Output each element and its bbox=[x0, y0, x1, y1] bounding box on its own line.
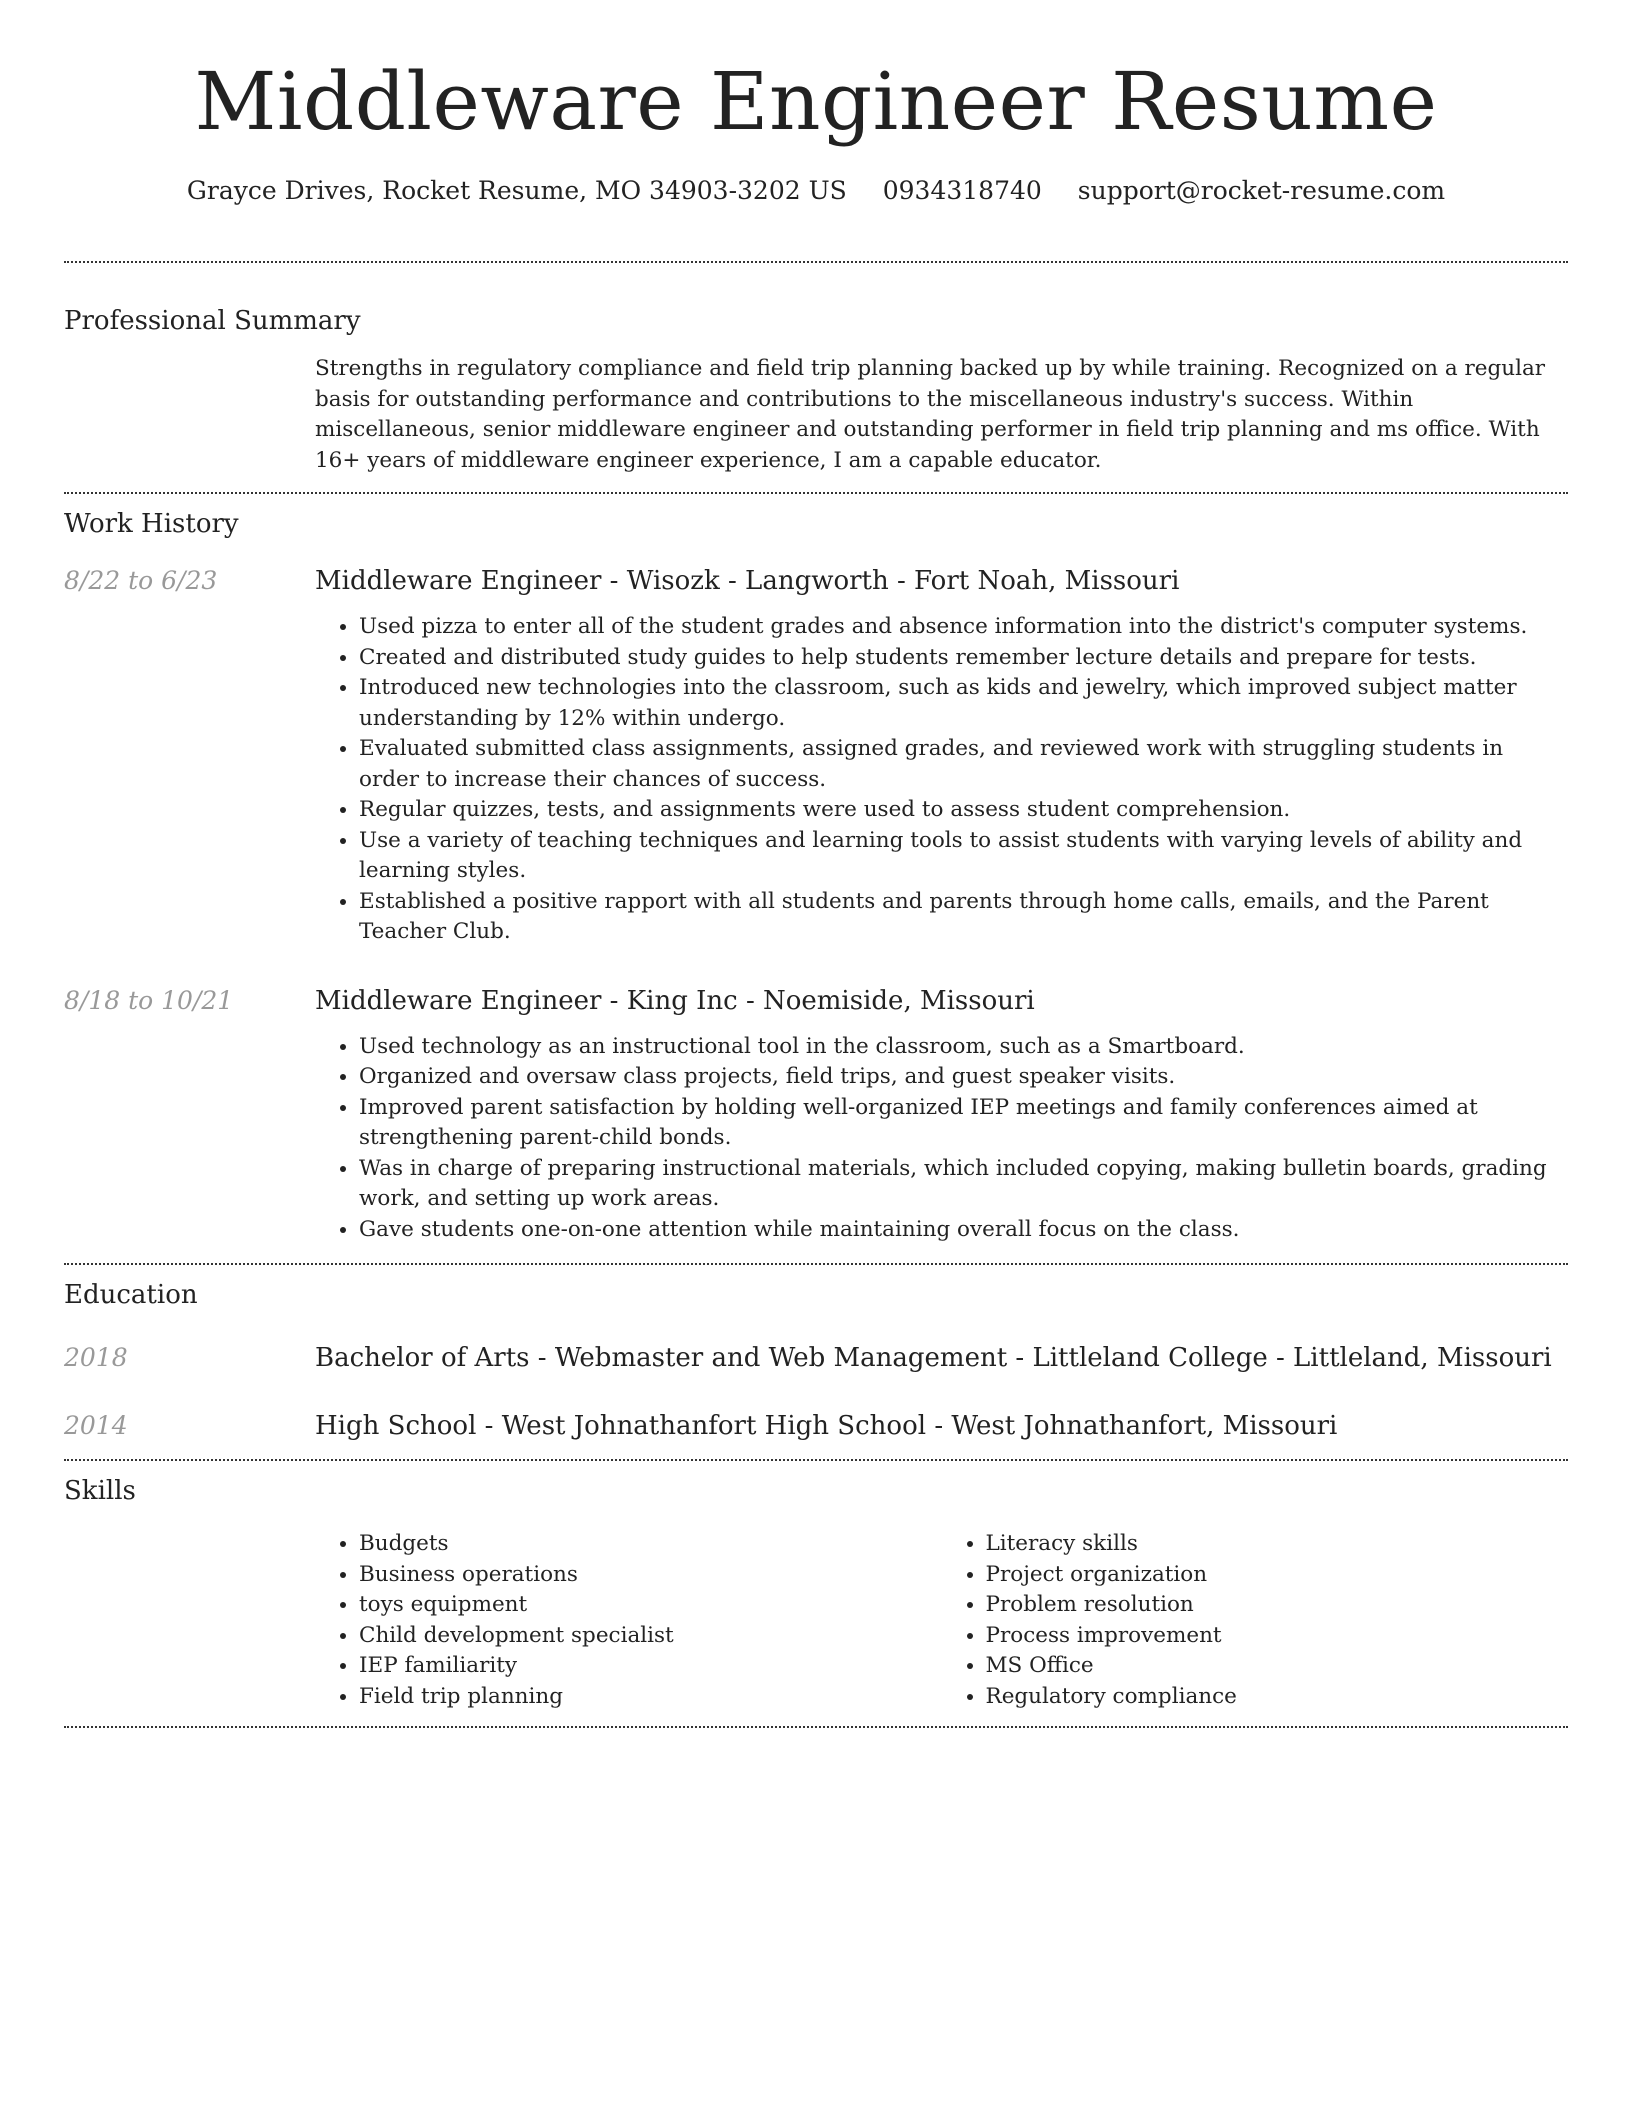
list-item: • Budgets bbox=[359, 1529, 942, 1560]
list-item: • Process improvement bbox=[986, 1621, 1569, 1652]
skills-list bbox=[315, 1529, 1568, 1712]
skills-column-right bbox=[942, 1529, 1569, 1712]
list-item: • Child development specialist bbox=[359, 1621, 942, 1652]
job-bullets bbox=[315, 612, 1568, 948]
list-item: • Organized and oversaw class projects, field trips, and guest speaker visits. bbox=[359, 1062, 1568, 1093]
section-title-skills: Skills bbox=[64, 1476, 136, 1506]
list-item: • Business operations bbox=[359, 1560, 942, 1591]
list-item: • Gave students one-on-one attention while maintaining overall focus on the class. bbox=[359, 1215, 1568, 1246]
list-item: • Literacy skills bbox=[986, 1529, 1569, 1560]
education-year: 2014 bbox=[64, 1411, 128, 1440]
education-degree: High School - West Johnathanfort High School - West Johnathanfort, Missouri bbox=[315, 1411, 1338, 1441]
divider bbox=[64, 1726, 1568, 1728]
section-title-summary: Professional Summary bbox=[64, 306, 361, 336]
job-title: Middleware Engineer - King Inc - Noemiside, Missouri bbox=[315, 985, 1035, 1016]
list-item: • Used pizza to enter all of the student grades and absence information into the district's computer systems. bbox=[359, 612, 1568, 643]
list-item: • Problem resolution bbox=[986, 1590, 1569, 1621]
contact-phone: 0934318740 bbox=[882, 176, 1042, 205]
job-title: Middleware Engineer - Wisozk - Langworth - Fort Noah, Missouri bbox=[315, 566, 1180, 596]
list-item: • toys equipment bbox=[359, 1590, 942, 1621]
list-item: • Used technology as an instructional tool in the classroom, such as a Smartboard. bbox=[359, 1032, 1568, 1063]
list-item: • Established a positive rapport with all students and parents through home calls, emails, and the Parent Teacher Club. bbox=[359, 887, 1568, 948]
list-item: • Introduced new technologies into the classroom, such as kids and jewelry, which improved subject matter understanding by 12% within undergo. bbox=[359, 673, 1568, 734]
list-item: • Evaluated submitted class assignments, assigned grades, and reviewed work with struggling students in order to increase their chances of success. bbox=[359, 734, 1568, 795]
list-item: • Regulatory compliance bbox=[986, 1682, 1569, 1713]
education-year: 2018 bbox=[64, 1343, 128, 1372]
skills-column-left bbox=[315, 1529, 942, 1712]
job-bullets bbox=[315, 1032, 1568, 1246]
contact-address: Grayce Drives, Rocket Resume, MO 34903-3202 US bbox=[186, 176, 847, 205]
list-item: • IEP familiarity bbox=[359, 1651, 942, 1682]
list-item: • Regular quizzes, tests, and assignments were used to assess student comprehension. bbox=[359, 795, 1568, 826]
section-title-education: Education bbox=[64, 1280, 198, 1310]
list-item: • Use a variety of teaching techniques and learning tools to assist students with varying levels of ability and learning styles. bbox=[359, 826, 1568, 887]
education-degree: Bachelor of Arts - Webmaster and Web Management - Littleland College - Littleland, Missouri bbox=[315, 1343, 1552, 1373]
resume-page bbox=[64, 0, 1568, 1728]
education-entry bbox=[64, 1409, 1568, 1443]
list-item: • Field trip planning bbox=[359, 1682, 942, 1713]
list-item: • MS Office bbox=[986, 1651, 1569, 1682]
summary-text: Strengths in regulatory compliance and field trip planning backed up by while training. Recognized on a regular basis for outstanding performance and contributions to the miscellaneous industry's success. Within miscellaneous, senior middleware engineer and outstanding performer in field trip planning and ms office. With 16+ years of middleware engineer experience, I am a capable educator. bbox=[315, 356, 1546, 473]
resume-title: Middleware Engineer Resume bbox=[194, 55, 1438, 148]
list-item: • Project organization bbox=[986, 1560, 1569, 1591]
job-dates: 8/22 to 6/23 bbox=[64, 566, 218, 595]
list-item: • Created and distributed study guides to help students remember lecture details and prepare for tests. bbox=[359, 643, 1568, 674]
job-entry bbox=[64, 564, 1568, 948]
section-title-work-history: Work History bbox=[64, 509, 239, 539]
list-item: • Improved parent satisfaction by holding well-organized IEP meetings and family conferences aimed at strengthening parent-child bonds. bbox=[359, 1093, 1568, 1154]
list-item: • Was in charge of preparing instructional materials, which included copying, making bulletin boards, grading work, and setting up work areas. bbox=[359, 1154, 1568, 1215]
contact-email: support@rocket-resume.com bbox=[1077, 176, 1446, 205]
job-entry bbox=[64, 984, 1568, 1246]
contact-line bbox=[64, 174, 1568, 208]
education-entry bbox=[64, 1341, 1568, 1375]
job-dates: 8/18 to 10/21 bbox=[64, 985, 234, 1015]
